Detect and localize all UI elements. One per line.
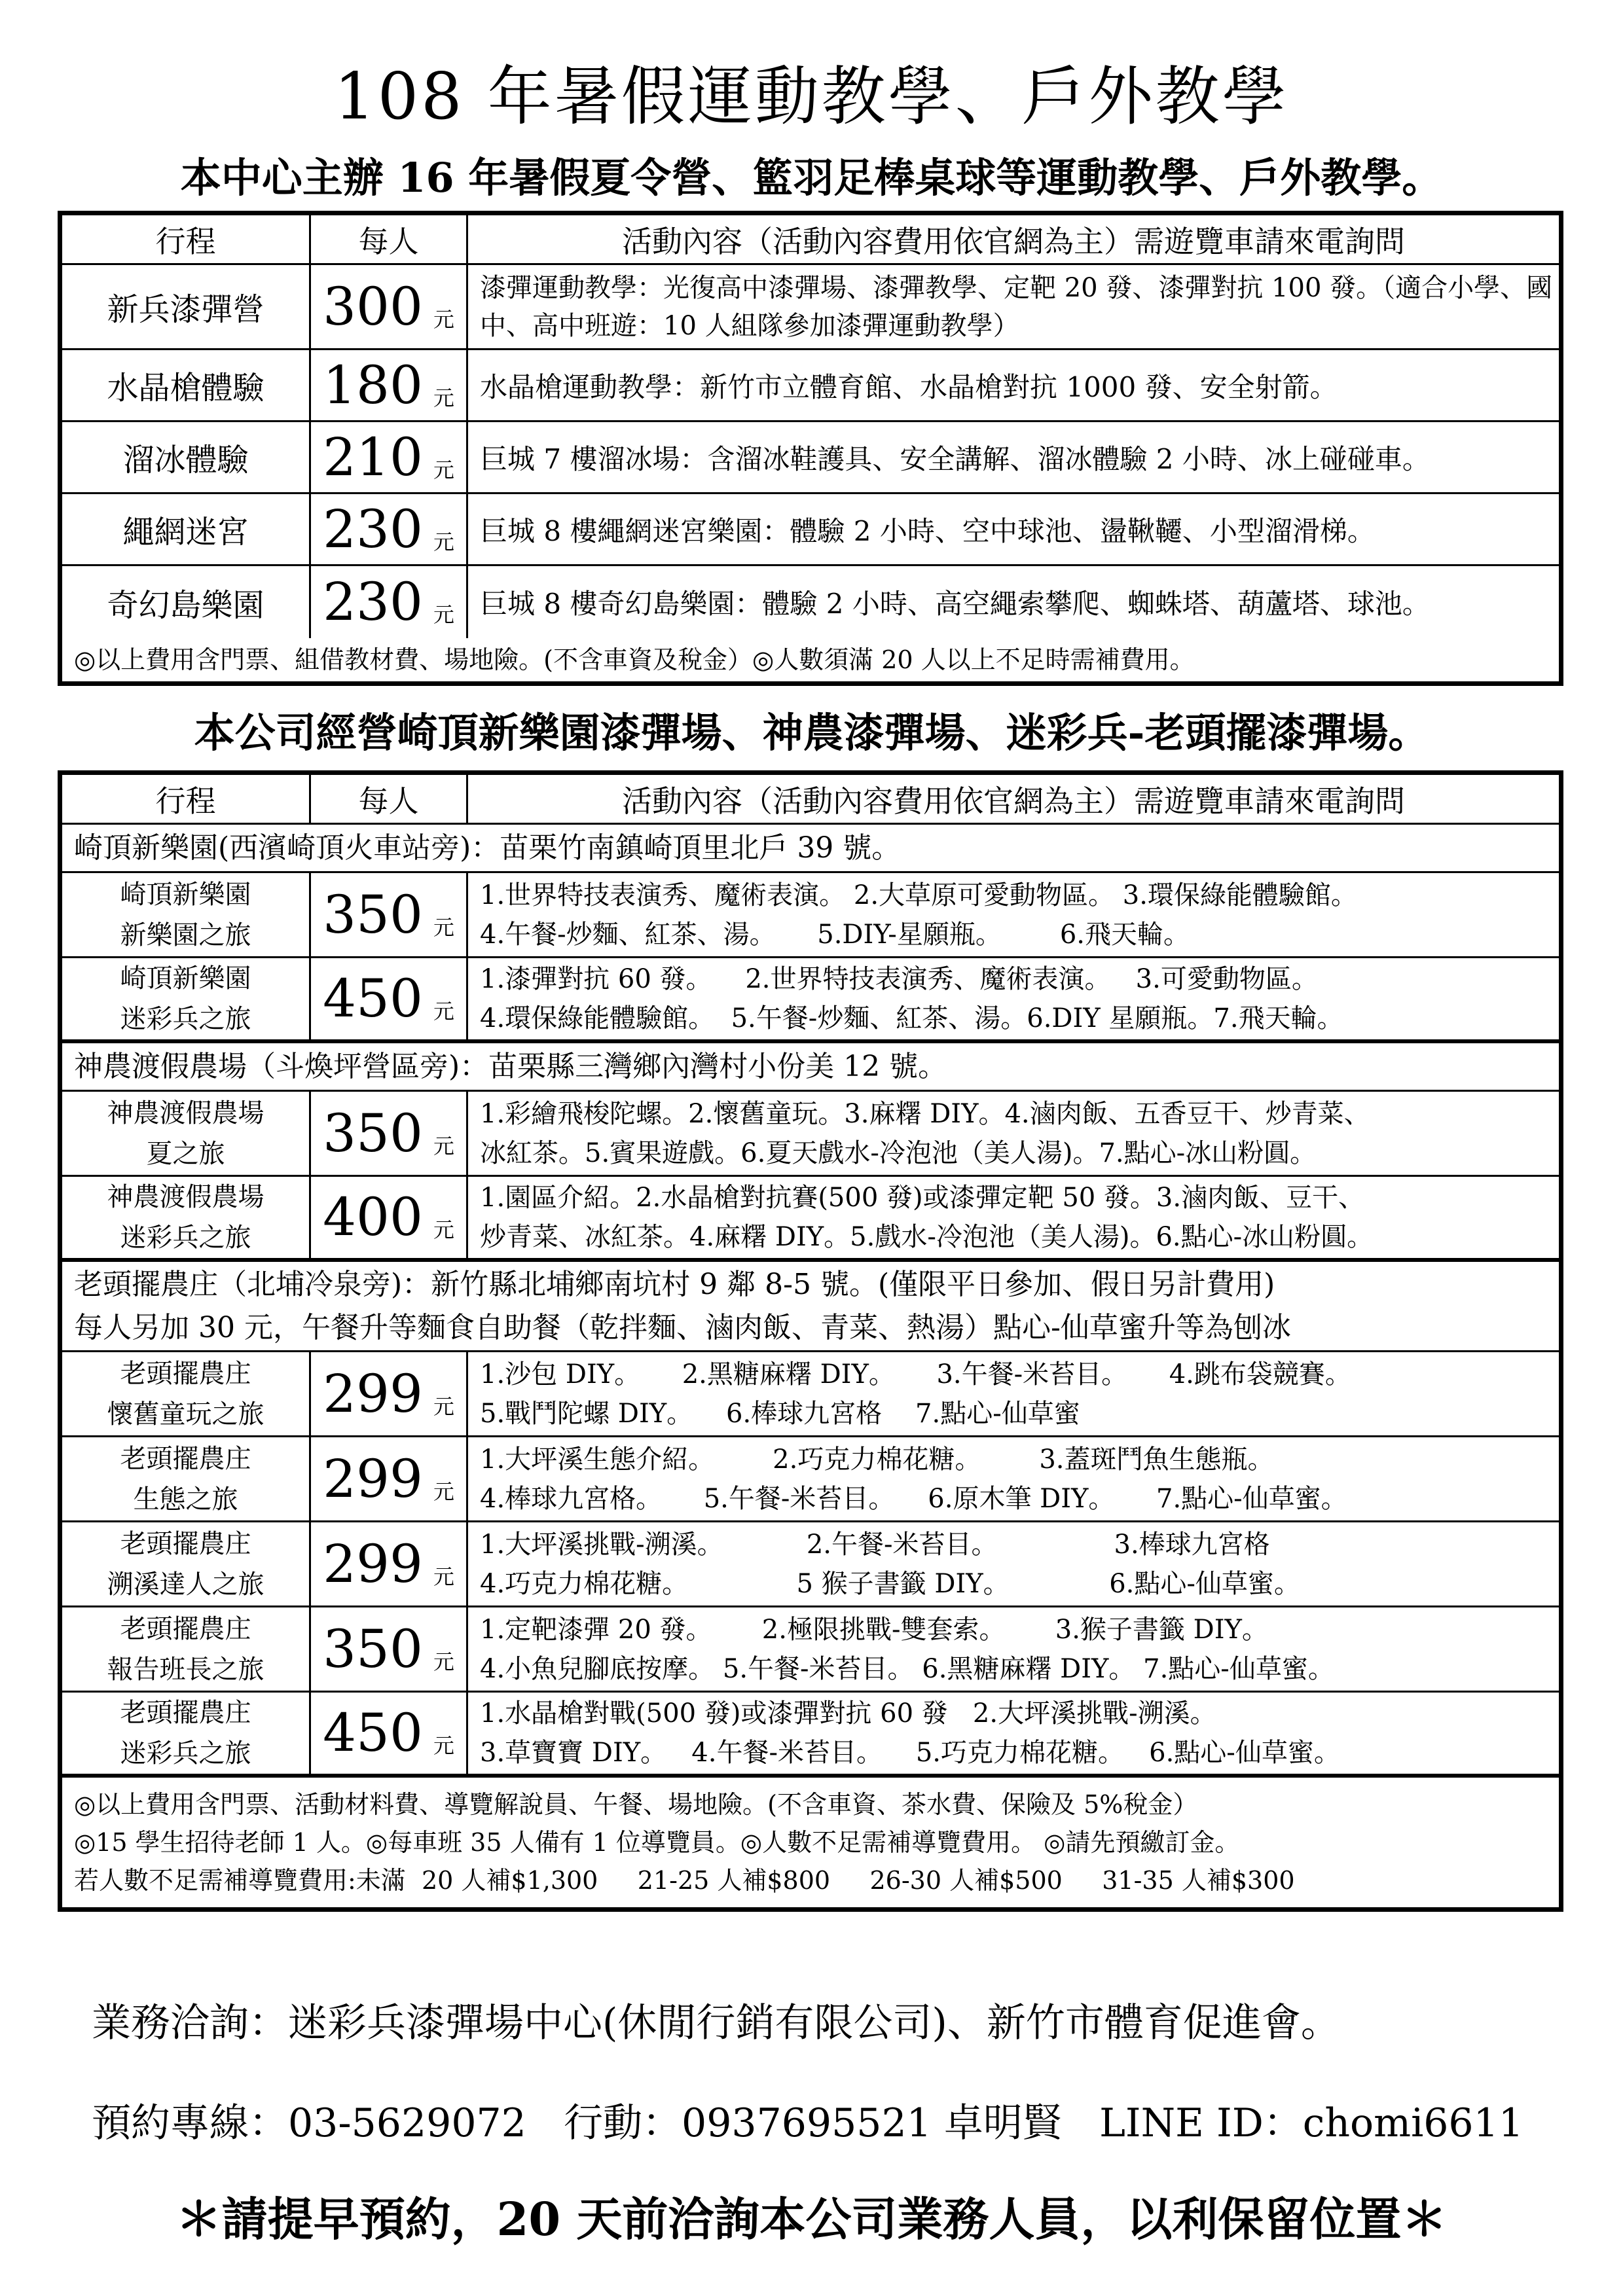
activity-text: 1.彩繪飛梭陀螺。2.懷舊童玩。3.麻糬 DIY。4.滷肉飯、五香豆干、炒青菜、 bbox=[480, 1098, 1370, 1129]
table-row bbox=[62, 1522, 1559, 1607]
table2-notes-row bbox=[62, 1778, 1559, 1907]
itinerary-name-line: 新樂園之旅 bbox=[120, 920, 251, 950]
activity-text: 1.沙包 DIY。 2.黑糖麻糬 DIY。 3.午餐-米苔目。 4.跳布袋競賽。 bbox=[480, 1359, 1351, 1390]
table-header-row bbox=[62, 775, 1559, 825]
table-row bbox=[62, 350, 1559, 422]
activity-text: 4.環保綠能體驗館。 5.午餐-炒麵、紅茶、湯。6.DIY 星願瓶。7.飛天輪。 bbox=[480, 1003, 1343, 1033]
subtitle-camp: 本中心主辦 16 年暑假夏令營、籃羽足棒桌球等運動教學、戶外教學。 bbox=[180, 154, 1443, 202]
itinerary-name bbox=[62, 1437, 311, 1520]
activity-cell bbox=[468, 873, 1559, 956]
itinerary-name: 奇幻島樂園 bbox=[62, 566, 311, 638]
activity-cell bbox=[468, 1352, 1559, 1435]
price-value: 180 bbox=[323, 354, 423, 416]
itinerary-name bbox=[62, 1352, 311, 1435]
itinerary-name-line: 崎頂新樂園 bbox=[120, 879, 251, 910]
table2-note: 若人數不足需補導覽費用:未滿 20 人補$1,300 21-25 人補$800 26-30 人補$500 31-35 人補$300 bbox=[74, 1866, 1295, 1895]
price-cell bbox=[311, 1352, 468, 1435]
price-unit: 元 bbox=[433, 1217, 454, 1242]
table2-note: ◎15 學生招待老師 1 人。◎每車班 35 人備有 1 位導覽員。◎人數不足需補導覽費用。 ◎請先預繳訂金。 bbox=[74, 1828, 1240, 1857]
price-cell bbox=[311, 958, 468, 1039]
activity-cell bbox=[468, 1437, 1559, 1520]
subtitle-company: 本公司經營崎頂新樂園漆彈場、神農漆彈場、迷彩兵-老頭擺漆彈場。 bbox=[194, 709, 1429, 757]
price-unit: 元 bbox=[433, 914, 454, 940]
venue-heading-row bbox=[62, 1043, 1559, 1092]
price-value: 450 bbox=[323, 968, 423, 1029]
table-row bbox=[62, 1693, 1559, 1778]
itinerary-name-line: 迷彩兵之旅 bbox=[120, 1223, 251, 1253]
contact-info: 業務洽詢：迷彩兵漆彈場中心(休閒行銷有限公司)、新竹市體育促進會。 bbox=[92, 2000, 1340, 2046]
price-value: 299 bbox=[323, 1533, 423, 1594]
table1-note: ◎以上費用含門票、組借教材費、場地險。(不含車資及稅金）◎人數須滿 20 人以上不足時需補費用。 bbox=[74, 645, 1195, 674]
itinerary-name-line: 老頭擺農庄 bbox=[120, 1358, 251, 1389]
itinerary-name-line: 崎頂新樂園 bbox=[120, 963, 251, 994]
header-per-person: 每人 bbox=[311, 215, 468, 263]
activity-text: 冰紅茶。5.賓果遊戲。6.夏天戲水-冷泡池（美人湯)。7.點心-冰山粉圓。 bbox=[480, 1138, 1317, 1168]
price-cell bbox=[311, 1177, 468, 1258]
price-value: 450 bbox=[323, 1702, 423, 1763]
activity-cell bbox=[468, 1177, 1559, 1258]
price-unit: 元 bbox=[433, 1649, 454, 1674]
activity-text: 水晶槍運動教學：新竹市立體育館、水晶槍對抗 1000 發、安全射箭。 bbox=[480, 370, 1338, 403]
venue-heading: 老頭擺農庄（北埔冷泉旁)：新竹縣北埔鄉南坑村 9 鄰 8-5 號。(僅限平日參加、假日另計費用) bbox=[74, 1267, 1275, 1301]
activity-cell bbox=[468, 566, 1559, 638]
venue-heading-row bbox=[62, 825, 1559, 873]
table-row bbox=[62, 1092, 1559, 1177]
table-row bbox=[62, 422, 1559, 494]
activity-text: 巨城 7 樓溜冰場：含溜冰鞋護具、安全講解、溜冰體驗 2 小時、冰上碰碰車。 bbox=[480, 442, 1430, 475]
price-unit: 元 bbox=[433, 306, 454, 332]
venue-heading: 神農渡假農場（斗煥坪營區旁)：苗栗縣三灣鄉內灣村小份美 12 號。 bbox=[74, 1049, 947, 1083]
price-cell bbox=[311, 1607, 468, 1691]
activity-cell bbox=[468, 1693, 1559, 1774]
venue-heading: 每人另加 30 元，午餐升等麵食自助餐（乾拌麵、滷肉飯、青菜、熱湯）點心-仙草蜜升等為刨冰 bbox=[74, 1310, 1291, 1344]
price-cell bbox=[311, 1693, 468, 1774]
price-cell bbox=[311, 422, 468, 492]
activity-text: 1.水晶槍對戰(500 發)或漆彈對抗 60 發 2.大坪溪挑戰-溯溪。 bbox=[480, 1698, 1216, 1729]
table-row bbox=[62, 494, 1559, 566]
itinerary-name-line: 老頭擺農庄 bbox=[120, 1443, 251, 1474]
price-value: 210 bbox=[323, 426, 423, 488]
itinerary-name-line: 迷彩兵之旅 bbox=[120, 1738, 251, 1768]
activity-text: 4.小魚兒腳底按摩。 5.午餐-米苔目。 6.黑糖麻糬 DIY。 7.點心-仙草蜜。 bbox=[480, 1653, 1334, 1684]
itinerary-name bbox=[62, 1092, 311, 1175]
price-cell bbox=[311, 494, 468, 564]
table-row bbox=[62, 566, 1559, 638]
table-header-row bbox=[62, 215, 1559, 265]
price-unit: 元 bbox=[433, 1733, 454, 1758]
activity-text: 5.戰鬥陀螺 DIY。 6.棒球九宮格 7.點心-仙草蜜 bbox=[480, 1398, 1080, 1429]
activity-cell bbox=[468, 422, 1559, 492]
activity-text: 3.草寶寶 DIY。 4.午餐-米苔目。 5.巧克力棉花糖。 6.點心-仙草蜜。 bbox=[480, 1738, 1340, 1768]
activity-text: 1.園區介紹。2.水晶槍對抗賽(500 發)或漆彈定靶 50 發。3.滷肉飯、豆干、 bbox=[480, 1183, 1365, 1213]
price-value: 230 bbox=[323, 571, 423, 632]
itinerary-name bbox=[62, 1693, 311, 1774]
price-value: 350 bbox=[323, 1618, 423, 1679]
itinerary-name-line: 老頭擺農庄 bbox=[120, 1698, 251, 1728]
itinerary-name: 繩網迷宮 bbox=[62, 494, 311, 564]
itinerary-name bbox=[62, 958, 311, 1039]
itinerary-name-line: 溯溪達人之旅 bbox=[107, 1569, 264, 1600]
venue-heading-row bbox=[62, 1262, 1559, 1352]
itinerary-name: 水晶槍體驗 bbox=[62, 350, 311, 420]
outdoor-teaching-table bbox=[58, 770, 1563, 1912]
phone-info: 預約專線：03-5629072 行動：0937695521 卓明賢 LINE ID：chomi6611 bbox=[92, 2100, 1523, 2146]
table-row bbox=[62, 873, 1559, 958]
itinerary-name bbox=[62, 1522, 311, 1605]
itinerary-name-line: 生態之旅 bbox=[133, 1484, 238, 1515]
price-unit: 元 bbox=[433, 1564, 454, 1589]
itinerary-name-line: 老頭擺農庄 bbox=[120, 1613, 251, 1644]
activity-cell bbox=[468, 350, 1559, 420]
itinerary-name: 新兵漆彈營 bbox=[62, 265, 311, 348]
table1-note-row bbox=[62, 638, 1559, 681]
price-value: 299 bbox=[323, 1448, 423, 1509]
itinerary-name-line: 神農渡假農場 bbox=[107, 1098, 264, 1128]
itinerary-name bbox=[62, 1607, 311, 1691]
price-cell bbox=[311, 350, 468, 420]
activity-text: 1.大坪溪生態介紹。 2.巧克力棉花糖。 3.蓋斑鬥魚生態瓶。 bbox=[480, 1444, 1274, 1475]
itinerary-name-line: 報告班長之旅 bbox=[107, 1654, 264, 1685]
header-activity: 活動內容（活動內容費用依官網為主）需遊覽車請來電詢問 bbox=[622, 783, 1405, 819]
price-cell bbox=[311, 265, 468, 348]
booking-reminder: ＊請提早預約，20 天前洽詢本公司業務人員，以利保留位置＊ bbox=[175, 2192, 1448, 2246]
activity-text: 1.大坪溪挑戰-溯溪。 2.午餐-米苔目。 3.棒球九宮格 bbox=[480, 1529, 1270, 1560]
price-unit: 元 bbox=[433, 385, 454, 410]
activity-text: 1.漆彈對抗 60 發。 2.世界特技表演秀、魔術表演。 3.可愛動物區。 bbox=[480, 964, 1318, 994]
table2-note: ◎以上費用含門票、活動材料費、導覽解說員、午餐、場地險。(不含車資、茶水費、保險及 5%稅金） bbox=[74, 1790, 1198, 1819]
sports-teaching-table bbox=[58, 211, 1563, 686]
activity-text: 1.定靶漆彈 20 發。 2.極限挑戰-雙套索。 3.猴子書籤 DIY。 bbox=[480, 1614, 1268, 1645]
header-itinerary: 行程 bbox=[62, 775, 311, 823]
activity-text: （適合小學、國中、高中班遊：10 人組隊參加漆彈運動教學） bbox=[480, 272, 1553, 341]
table-row bbox=[62, 1607, 1559, 1693]
header-activity: 活動內容（活動內容費用依官網為主）需遊覽車請來電詢問 bbox=[622, 223, 1405, 259]
table-row bbox=[62, 958, 1559, 1043]
table-row bbox=[62, 265, 1559, 350]
header-itinerary: 行程 bbox=[62, 215, 311, 263]
activity-text: 巨城 8 樓奇幻島樂園：體驗 2 小時、高空繩索攀爬、蜘蛛塔、葫蘆塔、球池。 bbox=[480, 588, 1430, 620]
price-unit: 元 bbox=[433, 529, 454, 554]
activity-text: 4.午餐-炒麵、紅茶、湯。 5.DIY-星願瓶。 6.飛天輪。 bbox=[480, 919, 1190, 950]
itinerary-name-line: 迷彩兵之旅 bbox=[120, 1004, 251, 1034]
itinerary-name: 溜冰體驗 bbox=[62, 422, 311, 492]
price-cell bbox=[311, 1522, 468, 1605]
price-unit: 元 bbox=[433, 457, 454, 482]
table-row bbox=[62, 1352, 1559, 1437]
price-unit: 元 bbox=[433, 1133, 454, 1158]
activity-text: 炒青菜、冰紅茶。4.麻糬 DIY。5.戲水-冷泡池（美人湯)。6.點心-冰山粉圓。 bbox=[480, 1222, 1374, 1252]
price-unit: 元 bbox=[433, 999, 454, 1024]
activity-cell bbox=[468, 494, 1559, 564]
itinerary-name-line: 夏之旅 bbox=[146, 1138, 225, 1169]
activity-cell bbox=[468, 265, 1559, 348]
activity-text: 巨城 8 樓繩網迷宮樂園：體驗 2 小時、空中球池、盪鞦韆、小型溜滑梯。 bbox=[480, 514, 1375, 547]
price-value: 300 bbox=[323, 276, 423, 337]
price-unit: 元 bbox=[433, 602, 454, 627]
price-cell bbox=[311, 1092, 468, 1175]
price-value: 350 bbox=[323, 884, 423, 945]
price-value: 299 bbox=[323, 1363, 423, 1424]
price-value: 400 bbox=[323, 1187, 423, 1247]
table-row bbox=[62, 1177, 1559, 1262]
activity-cell bbox=[468, 958, 1559, 1039]
activity-cell bbox=[468, 1092, 1559, 1175]
itinerary-name-line: 懷舊童玩之旅 bbox=[107, 1399, 264, 1429]
price-value: 350 bbox=[323, 1102, 423, 1164]
itinerary-name bbox=[62, 1177, 311, 1258]
price-cell bbox=[311, 873, 468, 956]
activity-text: 4.巧克力棉花糖。 5 猴子書籤 DIY。 6.點心-仙草蜜。 bbox=[480, 1568, 1300, 1599]
activity-text: 1.世界特技表演秀、魔術表演。 2.大草原可愛動物區。 3.環保綠能體驗館。 bbox=[480, 880, 1357, 910]
price-cell bbox=[311, 566, 468, 638]
price-unit: 元 bbox=[433, 1479, 454, 1504]
venue-heading: 崎頂新樂園(西濱崎頂火車站旁)：苗栗竹南鎮崎頂里北戶 39 號。 bbox=[74, 831, 901, 865]
activity-text: 漆彈運動教學：光復高中漆彈場、漆彈教學、定靶 20 發、漆彈對抗 100 發。 bbox=[480, 272, 1383, 303]
itinerary-name-line: 老頭擺農庄 bbox=[120, 1528, 251, 1559]
price-cell bbox=[311, 1437, 468, 1520]
activity-cell bbox=[468, 1607, 1559, 1691]
activity-cell bbox=[468, 1522, 1559, 1605]
price-value: 230 bbox=[323, 498, 423, 560]
table-row bbox=[62, 1437, 1559, 1522]
page-title: 108 年暑假運動教學、戶外教學 bbox=[334, 60, 1289, 134]
itinerary-name-line: 神農渡假農場 bbox=[107, 1182, 264, 1212]
activity-text: 4.棒球九宮格。 5.午餐-米苔目。 6.原木筆 DIY。 7.點心-仙草蜜。 bbox=[480, 1483, 1347, 1514]
itinerary-name bbox=[62, 873, 311, 956]
header-per-person: 每人 bbox=[311, 775, 468, 823]
price-unit: 元 bbox=[433, 1393, 454, 1419]
